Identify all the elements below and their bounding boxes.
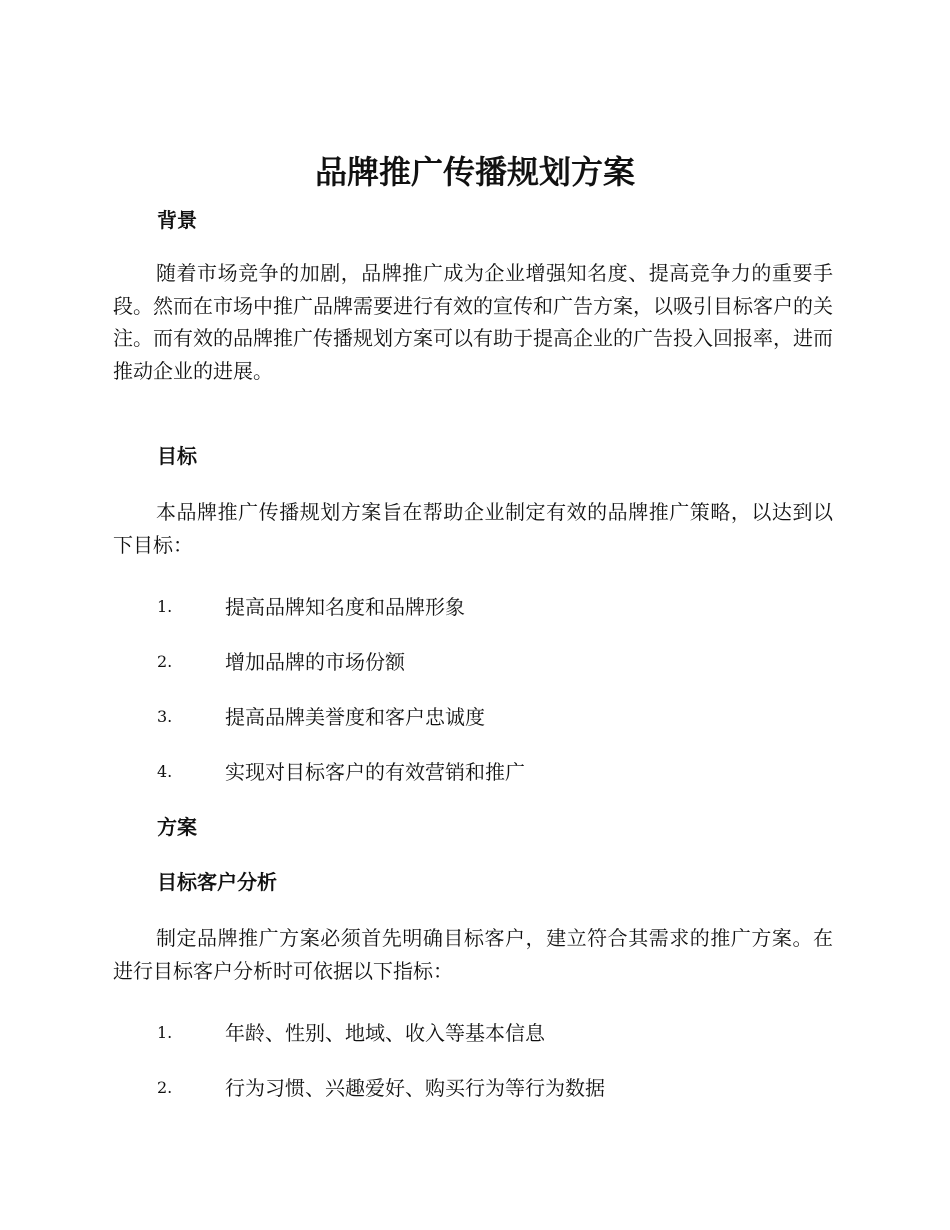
- section-heading-goals: 目标: [157, 444, 197, 468]
- list-number: 3.: [157, 707, 173, 726]
- list-text: 提高品牌知名度和品牌形象: [225, 595, 465, 619]
- goals-list-item: [0, 647, 950, 677]
- background-paragraph: 随着市场竞争的加剧，品牌推广成为企业增强知名度、提高竞争力的重要手段。然而在市场中推广品牌需要进行有效的宣传和广告方案，以吸引目标客户的关注。而有效的品牌推广传播规划方案可以有助于提高企业的广告投入回报率，进而推动企业的进展。: [113, 261, 833, 383]
- list-number: 2.: [157, 652, 173, 671]
- plan-paragraph: 制定品牌推广方案必须首先明确目标客户，建立符合其需求的推广方案。在进行目标客户分析时可依据以下指标：: [113, 926, 833, 983]
- goals-list-item: [0, 757, 950, 787]
- list-text: 实现对目标客户的有效营销和推广: [225, 760, 525, 784]
- section-heading-background: 背景: [157, 208, 197, 232]
- list-number: 1.: [157, 1023, 173, 1042]
- list-number: 2.: [157, 1078, 173, 1097]
- goals-list-item: [0, 702, 950, 732]
- list-number: 1.: [157, 597, 173, 616]
- subsection-heading-target-customer: 目标客户分析: [157, 870, 277, 894]
- document-title: 品牌推广传播规划方案: [314, 153, 635, 191]
- list-text: 年龄、性别、地域、收入等基本信息: [225, 1021, 545, 1045]
- plan-list-item: [0, 1073, 950, 1103]
- section-heading-plan: 方案: [157, 815, 197, 839]
- list-text: 提高品牌美誉度和客户忠诚度: [225, 705, 485, 729]
- goals-list-item: [0, 592, 950, 622]
- list-number: 4.: [157, 762, 173, 781]
- goals-paragraph: 本品牌推广传播规划方案旨在帮助企业制定有效的品牌推广策略，以达到以下目标：: [113, 500, 833, 557]
- list-text: 增加品牌的市场份额: [225, 650, 405, 674]
- list-text: 行为习惯、兴趣爱好、购买行为等行为数据: [225, 1076, 605, 1100]
- plan-list-item: [0, 1018, 950, 1048]
